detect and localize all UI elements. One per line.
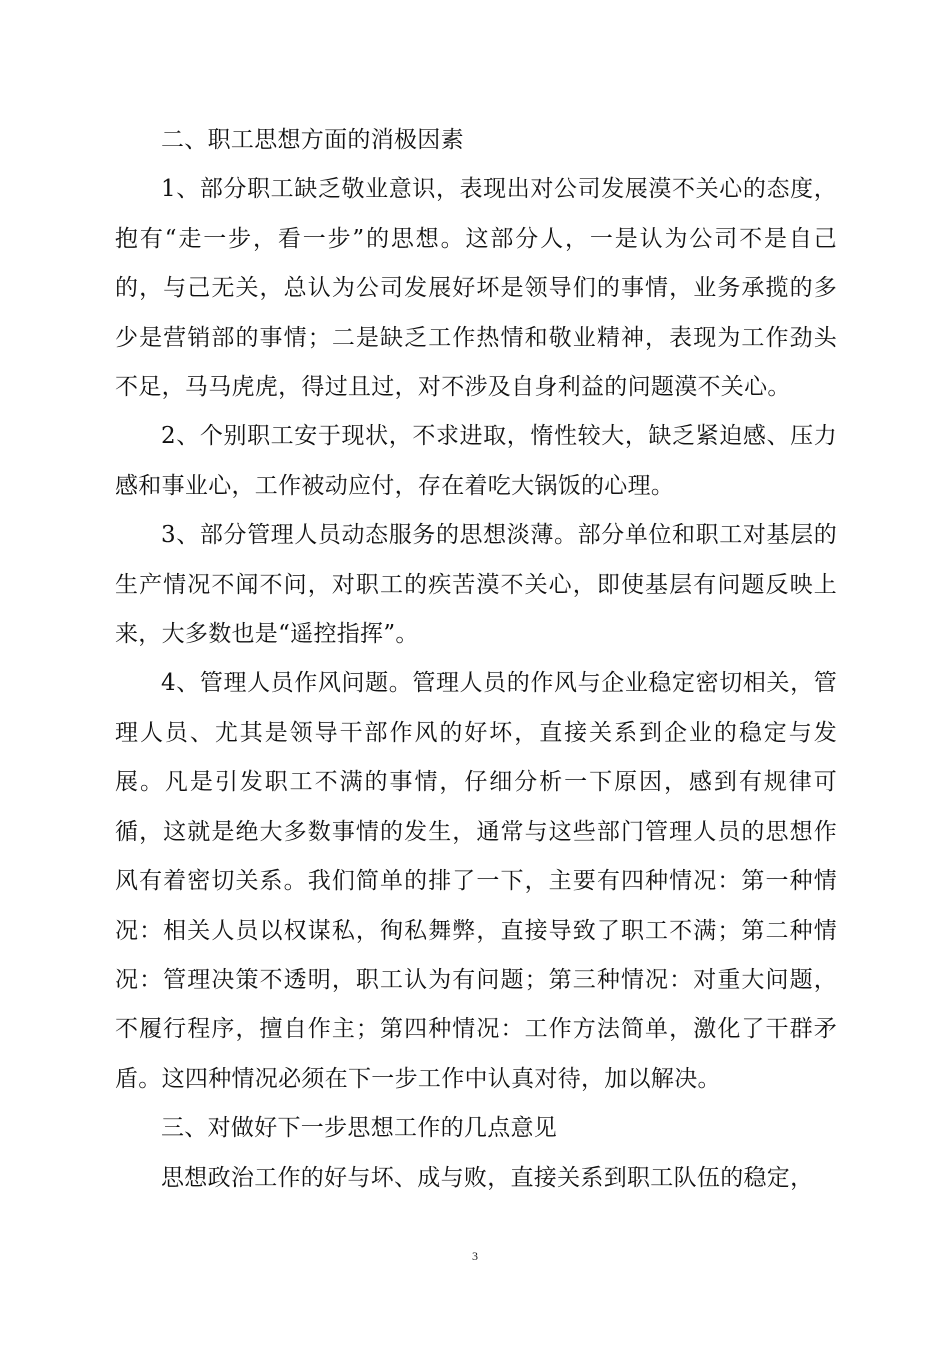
paragraph-4: 4、管理人员作风问题。管理人员的作风与企业稳定密切相关，管理人员、尤其是领导干部作风的好坏，直接关系到企业的稳定与发展。凡是引发职工不满的事情，仔细分析一下原因，感到有规律可循，这就是绝大多数事情的发生，通常与这些部门管理人员的思想作风有着密切关系。我们简单的排了一下，主要有四种情况：第一种情况：相关人员以权谋私，徇私舞弊，直接导致了职工不满；第二种情况：管理决策不透明，职工认为有问题；第三种情况：对重大问题，不履行程序，擅自作主；第四种情况：工作方法简单，激化了干群矛盾。这四种情况必须在下一步工作中认真对待，加以解决。 [115,670,837,1092]
paragraph-2: 2、个别职工安于现状，不求进取，惰性较大，缺乏紧迫感、压力感和事业心，工作被动应付，存在着吃大锅饭的心理。 [115,423,837,499]
section-heading-2: 二、职工思想方面的消极因素 [161,127,464,153]
document-body [115,116,837,1203]
section-heading-3: 三、对做好下一步思想工作的几点意见 [161,1115,558,1142]
paragraph-1: 1、部分职工缺乏敬业意识，表现出对公司发展漠不关心的态度，抱有“走一步，看一步”的思想。这部分人，一是认为公司不是自己的，与己无关，总认为公司发展好坏是领导们的事情，业务承揽的多少是营销部的事情；二是缺乏工作热情和敬业精神，表现为工作劲头不足，马马虎虎，得过且过，对不涉及自身利益的问题漠不关心。 [115,176,837,401]
paragraph-3: 3、部分管理人员动态服务的思想淡薄。部分单位和职工对基层的生产情况不闻不问，对职工的疾苦漠不关心，即使基层有问题反映上来，大多数也是“遥控指挥”。 [115,522,837,648]
paragraph-5: 思想政治工作的好与坏、成与败，直接关系到职工队伍的稳定， [161,1164,814,1191]
page-number: 3 [472,1249,478,1263]
